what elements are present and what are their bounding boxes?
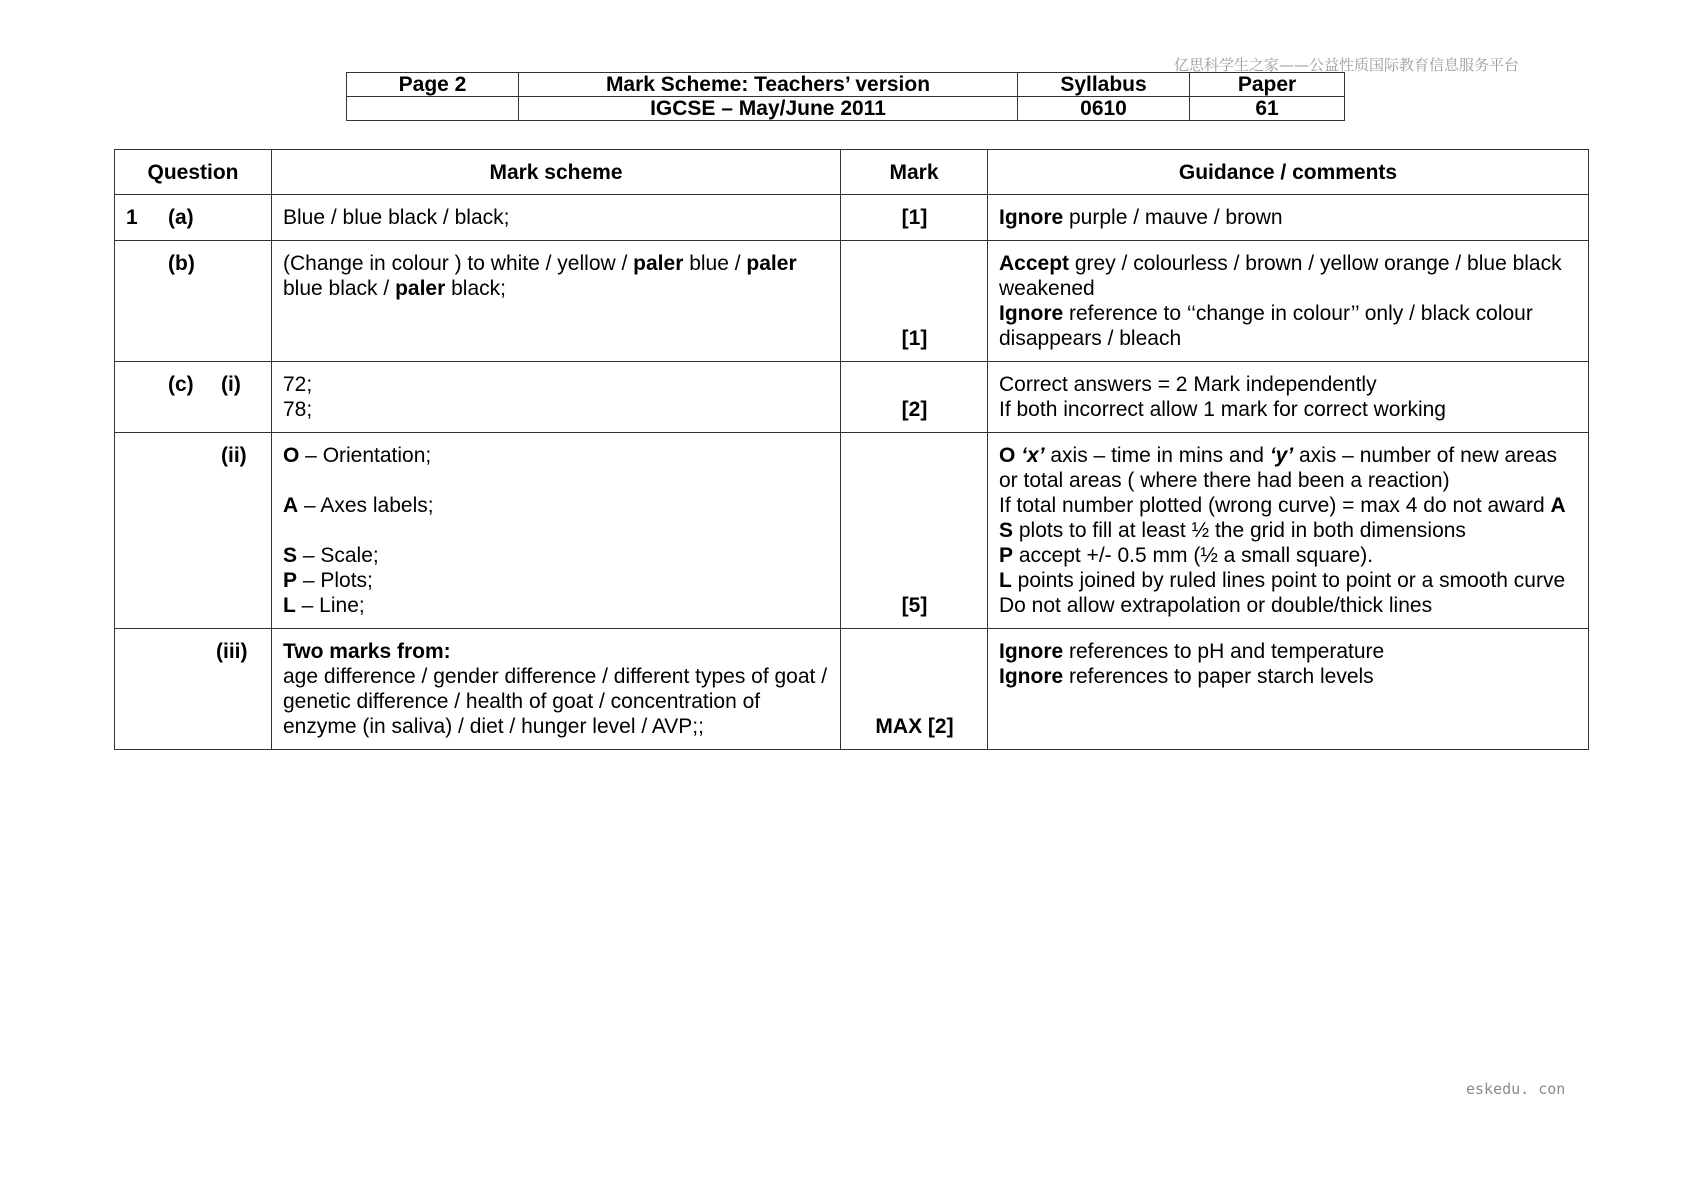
- axis-x-label: ‘x’: [1021, 444, 1045, 467]
- criterion-text: – Plots;: [297, 569, 373, 592]
- scheme-heading: Two marks from:: [283, 640, 451, 663]
- scheme-line: 78;: [283, 398, 313, 421]
- axis-y-label: ‘y’: [1269, 444, 1294, 467]
- guidance-cell: [988, 629, 1589, 750]
- scheme-cell: [272, 241, 841, 362]
- header-paper-label: Paper: [1190, 73, 1345, 97]
- guidance-text: reference to ‘‘change in colour’’ only / black colour disappears / bleach: [999, 302, 1533, 350]
- guidance-line: If both incorrect allow 1 mark for correct working: [999, 398, 1446, 421]
- guidance-line: [999, 518, 1578, 543]
- question-subpart: (i): [221, 373, 241, 396]
- guidance-text: references to paper starch levels: [1063, 665, 1374, 688]
- guidance-text: purple / mauve / brown: [1063, 206, 1283, 229]
- scheme-cell: [272, 362, 841, 433]
- table-row: [115, 362, 1589, 433]
- scheme-line: [283, 493, 830, 518]
- column-guidance: Guidance / comments: [988, 150, 1589, 195]
- header-syllabus: 0610: [1018, 97, 1190, 121]
- scheme-text: blue black /: [283, 277, 396, 300]
- scheme-cell: [272, 629, 841, 750]
- guidance-line: [999, 639, 1578, 664]
- criterion-text: – Axes labels;: [298, 494, 434, 517]
- question-number: 1: [126, 206, 138, 229]
- guidance-cell: [988, 362, 1589, 433]
- guidance-text: If total number plotted (wrong curve) = max 4 do not award: [999, 494, 1551, 517]
- guidance-text: references to pH and temperature: [1063, 640, 1385, 663]
- scheme-text: (Change in colour ) to white / yellow /: [283, 252, 634, 275]
- guidance-line: [999, 543, 1578, 568]
- table-row: [115, 241, 1589, 362]
- table-row: [115, 433, 1589, 629]
- guidance-line: [999, 301, 1578, 351]
- scheme-text: age difference / gender difference / different types of goat / genetic difference / health of goat / concentration of enzyme (in saliva) / diet / hunger level / AVP;;: [283, 665, 828, 738]
- question-part: (c): [168, 373, 194, 396]
- mark-cell: MAX [2]: [841, 629, 988, 750]
- scheme-cell: [272, 433, 841, 629]
- scheme-line: [283, 568, 830, 593]
- mark-cell: [1]: [841, 241, 988, 362]
- guidance-line: Do not allow extrapolation or double/thick lines: [999, 594, 1433, 617]
- watermark-bottom: eskedu. con: [1466, 1080, 1566, 1098]
- scheme-text: blue /: [683, 252, 747, 275]
- guidance-keyword: Ignore: [999, 302, 1064, 325]
- guidance-text: axis – time in mins and: [1044, 444, 1270, 467]
- header-title: Mark Scheme: Teachers’ version: [519, 73, 1018, 97]
- guidance-cell: [988, 241, 1589, 362]
- criterion-text: – Orientation;: [299, 444, 432, 467]
- criterion-key: O: [283, 444, 300, 467]
- scheme-keyword: paler: [633, 252, 684, 275]
- guidance-line: [999, 568, 1578, 593]
- scheme-cell: Blue / blue black / black;: [272, 195, 841, 241]
- header-subtitle: IGCSE – May/June 2011: [519, 97, 1018, 121]
- guidance-keyword: O: [999, 444, 1016, 467]
- question-part: (b): [168, 252, 195, 275]
- guidance-line: Correct answers = 2 Mark independently: [999, 373, 1377, 396]
- question-subpart: (ii): [221, 444, 247, 467]
- scheme-line: 72;: [283, 373, 313, 396]
- scheme-line: [283, 593, 830, 618]
- mark-cell: [2]: [841, 362, 988, 433]
- header-syllabus-label: Syllabus: [1018, 73, 1190, 97]
- column-question: Question: [115, 150, 272, 195]
- guidance-keyword: P: [999, 544, 1014, 567]
- guidance-line: [999, 251, 1578, 301]
- guidance-cell: [988, 433, 1589, 629]
- guidance-keyword: Ignore: [999, 665, 1064, 688]
- header-page: Page 2: [347, 73, 519, 97]
- guidance-text: plots to fill at least ½ the grid in both dimensions: [1013, 519, 1466, 542]
- scheme-text: black;: [445, 277, 506, 300]
- criterion-key: A: [283, 494, 299, 517]
- guidance-keyword: L: [999, 569, 1012, 592]
- guidance-line: [999, 493, 1578, 518]
- scheme-keyword: paler: [395, 277, 446, 300]
- question-part: (a): [168, 206, 194, 229]
- guidance-line: [999, 664, 1578, 689]
- criterion-key: L: [283, 594, 296, 617]
- header-empty-cell: [347, 97, 519, 121]
- criterion-key: S: [283, 544, 298, 567]
- column-mark-scheme: Mark scheme: [272, 150, 841, 195]
- guidance-line: [999, 443, 1578, 493]
- mark-cell: [5]: [841, 433, 988, 629]
- question-cell: [115, 629, 272, 750]
- guidance-text: accept +/- 0.5 mm (½ a small square).: [1013, 544, 1374, 567]
- watermark-top: 亿思科学生之家——公益性质国际教育信息服务平台: [1174, 56, 1520, 74]
- column-mark: Mark: [841, 150, 988, 195]
- guidance-keyword: Accept: [999, 252, 1070, 275]
- guidance-text: points joined by ruled lines point to point or a smooth curve: [1011, 569, 1566, 592]
- criterion-text: – Scale;: [297, 544, 379, 567]
- guidance-keyword: A: [1550, 494, 1566, 517]
- guidance-keyword: S: [999, 519, 1014, 542]
- header-paper: 61: [1190, 97, 1345, 121]
- table-row: [115, 629, 1589, 750]
- scheme-line: [283, 543, 830, 568]
- guidance-text: grey / colourless / brown / yellow orange / blue black weakened: [999, 252, 1562, 300]
- header-table: [346, 72, 1345, 121]
- mark-cell: [1]: [841, 195, 988, 241]
- guidance-keyword: Ignore: [999, 640, 1064, 663]
- question-cell: [115, 362, 272, 433]
- question-cell: [115, 241, 272, 362]
- guidance-keyword: Ignore: [999, 206, 1064, 229]
- guidance-cell: [988, 195, 1589, 241]
- mark-scheme-table: [114, 149, 1589, 750]
- table-row: [115, 195, 1589, 241]
- scheme-keyword: paler: [746, 252, 797, 275]
- column-header-row: [115, 150, 1589, 195]
- criterion-text: – Line;: [295, 594, 365, 617]
- question-cell: [115, 433, 272, 629]
- scheme-line: [283, 443, 830, 468]
- criterion-key: P: [283, 569, 298, 592]
- guidance-text: axis – number of new areas or total areas ( where there had been a reaction): [999, 444, 1557, 492]
- question-subpart: (iii): [216, 640, 248, 663]
- question-cell: [115, 195, 272, 241]
